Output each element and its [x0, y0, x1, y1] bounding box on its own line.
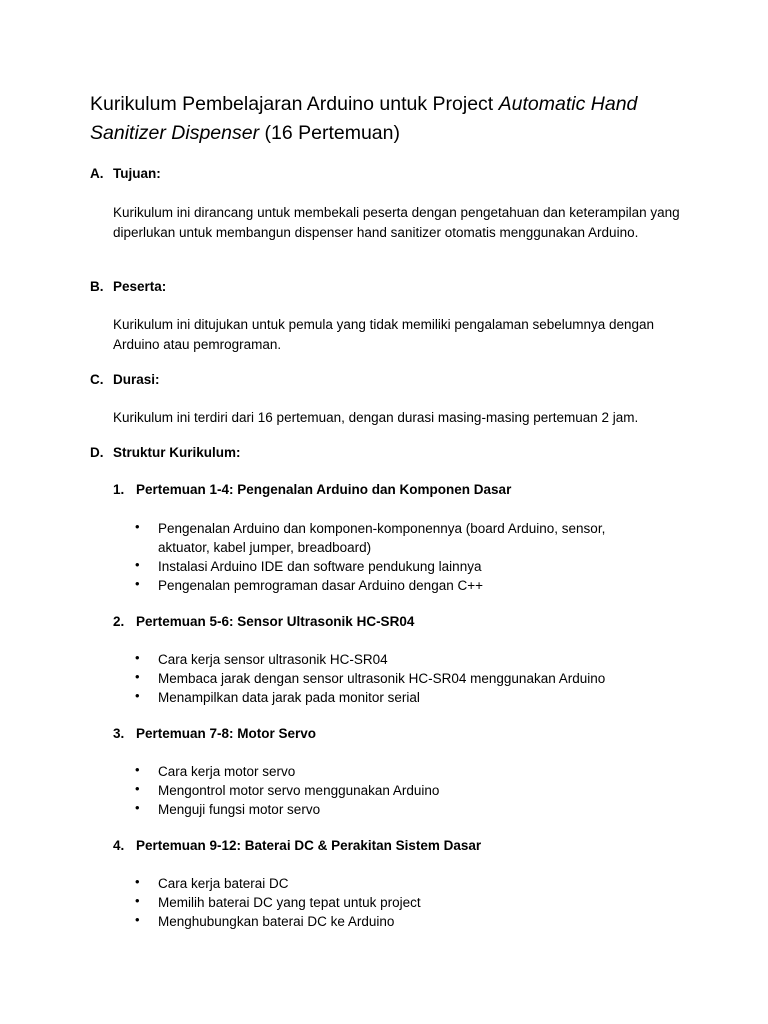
section-b-heading: Peserta:: [113, 279, 167, 294]
section-a-letter: A.: [90, 166, 104, 181]
module-1-number: 1.: [113, 482, 125, 497]
title-part-2: (16 Pertemuan): [259, 122, 400, 144]
bullet-icon: •: [135, 874, 140, 889]
bullet-icon: •: [135, 650, 140, 665]
bullet-icon: •: [135, 519, 140, 534]
bullet-icon: •: [135, 576, 140, 591]
module-1-item-2: Instalasi Arduino IDE dan software pendukung lainnya: [158, 559, 482, 574]
section-d-heading: Struktur Kurikulum:: [113, 445, 241, 460]
section-a-text: Kurikulum ini dirancang untuk membekali peserta dengan pengetahuan dan keterampilan yang diperlukan untuk membangun dispenser hand sanitizer otomatis menggunakan Arduino.: [113, 205, 680, 240]
module-4-item-1: Cara kerja baterai DC: [158, 876, 289, 891]
document-title: [90, 90, 700, 148]
module-4-title: Pertemuan 9-12: Baterai DC & Perakitan Sistem Dasar: [136, 838, 482, 853]
section-c-heading: Durasi:: [113, 372, 160, 387]
module-3-number: 3.: [113, 726, 125, 741]
section-b-text: Kurikulum ini ditujukan untuk pemula yang tidak memiliki pengalaman sebelumnya dengan Arduino atau pemrograman.: [113, 317, 655, 352]
module-3-item-1: Cara kerja motor servo: [158, 764, 296, 779]
module-3-title: Pertemuan 7-8: Motor Servo: [136, 726, 317, 741]
section-c-letter: C.: [90, 372, 104, 387]
bullet-icon: •: [135, 781, 140, 796]
module-3-item-3: Menguji fungsi motor servo: [158, 802, 321, 817]
module-4-item-3: Menghubungkan baterai DC ke Arduino: [158, 914, 395, 929]
module-2-item-2: Membaca jarak dengan sensor ultrasonik HC-SR04 menggunakan Arduino: [158, 671, 606, 686]
section-b-letter: B.: [90, 279, 104, 294]
bullet-icon: •: [135, 912, 140, 927]
section-c-text: Kurikulum ini terdiri dari 16 pertemuan, dengan durasi masing-masing pertemuan 2 jam.: [113, 410, 639, 425]
module-1-title: Pertemuan 1-4: Pengenalan Arduino dan Komponen Dasar: [136, 482, 512, 497]
title-italic: Automatic Hand Sanitizer Dispenser: [90, 93, 638, 144]
section-d-letter: D.: [90, 445, 104, 460]
module-2-item-1: Cara kerja sensor ultrasonik HC-SR04: [158, 652, 388, 667]
module-2-item-3: Menampilkan data jarak pada monitor serial: [158, 690, 420, 705]
module-4-number: 4.: [113, 838, 125, 853]
module-2-number: 2.: [113, 614, 125, 629]
module-1-item-3: Pengenalan pemrograman dasar Arduino dengan C++: [158, 578, 483, 593]
module-2-title: Pertemuan 5-6: Sensor Ultrasonik HC-SR04: [136, 614, 415, 629]
bullet-icon: •: [135, 893, 140, 908]
section-a-heading: Tujuan:: [113, 166, 161, 181]
module-4-item-2: Memilih baterai DC yang tepat untuk project: [158, 895, 421, 910]
bullet-icon: •: [135, 688, 140, 703]
module-3-item-2: Mengontrol motor servo menggunakan Arduino: [158, 783, 440, 798]
bullet-icon: •: [135, 669, 140, 684]
bullet-icon: •: [135, 557, 140, 572]
bullet-icon: •: [135, 762, 140, 777]
bullet-icon: •: [135, 800, 140, 815]
title-part-1: Kurikulum Pembelajaran Arduino untuk Project: [90, 93, 499, 115]
module-1-item-1: Pengenalan Arduino dan komponen-komponennya (board Arduino, sensor, aktuator, kabel jumper, breadboard): [158, 521, 606, 555]
